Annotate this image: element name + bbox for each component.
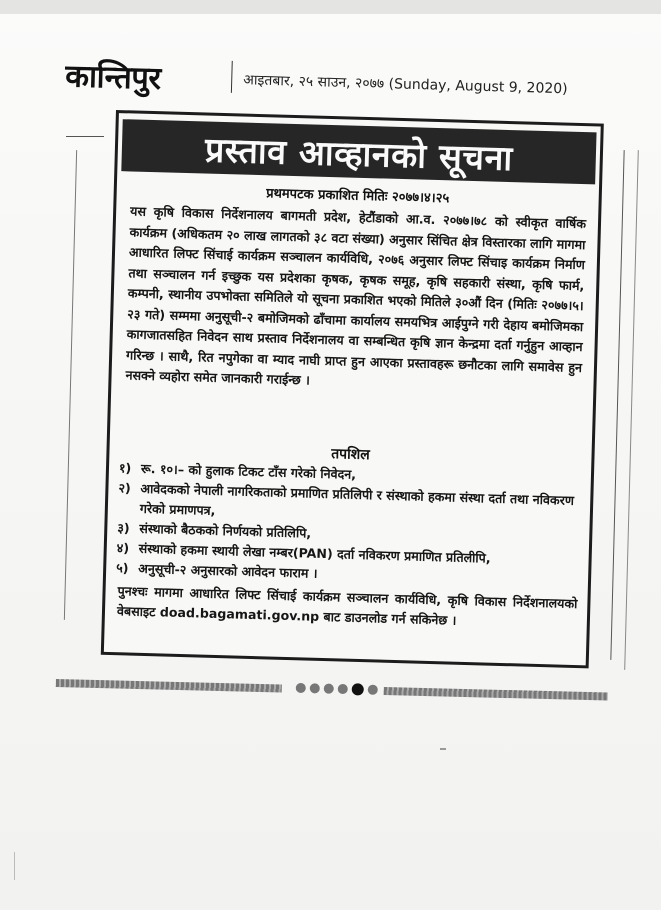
list-text: आवेदकको नेपाली नागरिकताको प्रमाणित प्रतिलिपी र संस्थाको हकमा संस्था दर्ता तथा नविकरण गरेको प्रमाणपत्र, [139, 480, 575, 518]
publication-date: आइतबार, २५ साउन, २०७७ (Sunday, August 9, 2020) [243, 72, 568, 98]
details-heading: तपशिल [330, 446, 370, 464]
list-text: रू. १०।– को हुलाक टिकट टाँस गरेको निवेदन, [140, 460, 357, 482]
list-number: ५) [116, 560, 129, 576]
column-line-right [610, 150, 624, 660]
notice-body: यस कृषि विकास निर्देशनालय बागमती प्रदेश, हेटौंडाको आ.व. २०७७।७८ को स्वीकृत वार्षिक कार्यक्रम (अधिकतम २० लाख लागतको ३८ वटा संख्या) अनुसार सिंचित क्षेत्र विस्तारका लागि मागमा आधारित लिफ्ट सिंचाई कार्यक्रम सञ्चालन कार्यविधि, २०७६ अनुसार लिफ्ट सिंचाइ कार्यक्रम निर्माण तथा सञ्चालन गर्न इच्छुक यस प्रदेशका कृषक, कृषक समूह, कृषि सहकारी संस्था, कृषि फार्म, कम्पनी, स्थानीय उपभोक्ता समितिले यो सूचना प्रकाशित भएको मितिले ३०औं दिन (मितिः २०७७।५।२३ गते) सम्ममा अनुसूची-२ बमोजिमको ढाँचामा कार्यालय समयभित्र आईपुग्ने गरी देहाय बमोजिमका कागजातसहित निवेदन साथ प्रस्ताव निर्देशनालय वा सम्बन्धित कृषि ज्ञान केन्द्रमा दर्ता गर्नुहुन आव्हान गरिन्छ । साथै, रित नपुगेका वा म्याद नाघी प्राप्त हुन आएका प्रस्तावहरू छनौटका लागि समावेस हुन नसक्ने व्यहोरा समेत जानकारी गराईन्छ । [125, 203, 587, 388]
list-number: २) [118, 480, 131, 496]
scan-edge-mark [14, 852, 15, 880]
footer-dot [368, 685, 378, 695]
list-number: ४) [116, 540, 130, 556]
footer-dot [324, 684, 334, 694]
postscript-note: पुनश्चः मागमा आधारित लिफ्ट सिंचाई कार्यक्रम सञ्चालन कार्यविधि, कृषि विकास निर्देशनालयको वेबसाइट doad.bagamati.gov.np बाट डाउनलोड गर्न सकिनेछ । [116, 583, 578, 628]
newspaper-masthead [57, 50, 638, 114]
footer-stripe-left [56, 679, 282, 693]
decorative-footer-bar [56, 676, 608, 703]
column-rule [66, 136, 104, 137]
list-number: १) [118, 460, 132, 476]
column-line-left [64, 150, 77, 620]
masthead-divider [231, 61, 233, 93]
requirements-list [116, 458, 581, 591]
footer-stripe-right [384, 687, 608, 700]
scan-top-edge [0, 0, 661, 14]
column-line-right-outer [624, 150, 639, 670]
footer-dot [310, 683, 320, 693]
notice-title: प्रस्ताव आव्हानको सूचना [204, 130, 514, 180]
footer-dot [296, 683, 306, 693]
footer-dot-active [352, 683, 364, 695]
notice-banner [121, 119, 596, 184]
scan-speck [440, 748, 446, 750]
notice-box [101, 110, 604, 668]
list-text: अनुसूची-२ अनुसारको आवेदन फाराम । [138, 560, 318, 581]
newspaper-name: कान्तिपुर [64, 58, 162, 97]
list-number: ३) [117, 520, 130, 536]
list-text: संस्थाको बैठकको निर्णयको प्रतिलिपि, [139, 520, 312, 541]
footer-dot [338, 684, 348, 694]
first-publication-date: प्रथमपटक प्रकाशित मितिः २०७७।४।२५ [265, 186, 450, 207]
list-text: संस्थाको हकमा स्थायी लेखा नम्बर(PAN) दर्ता नविकरण प्रमाणित प्रतिलीपि, [138, 540, 491, 566]
